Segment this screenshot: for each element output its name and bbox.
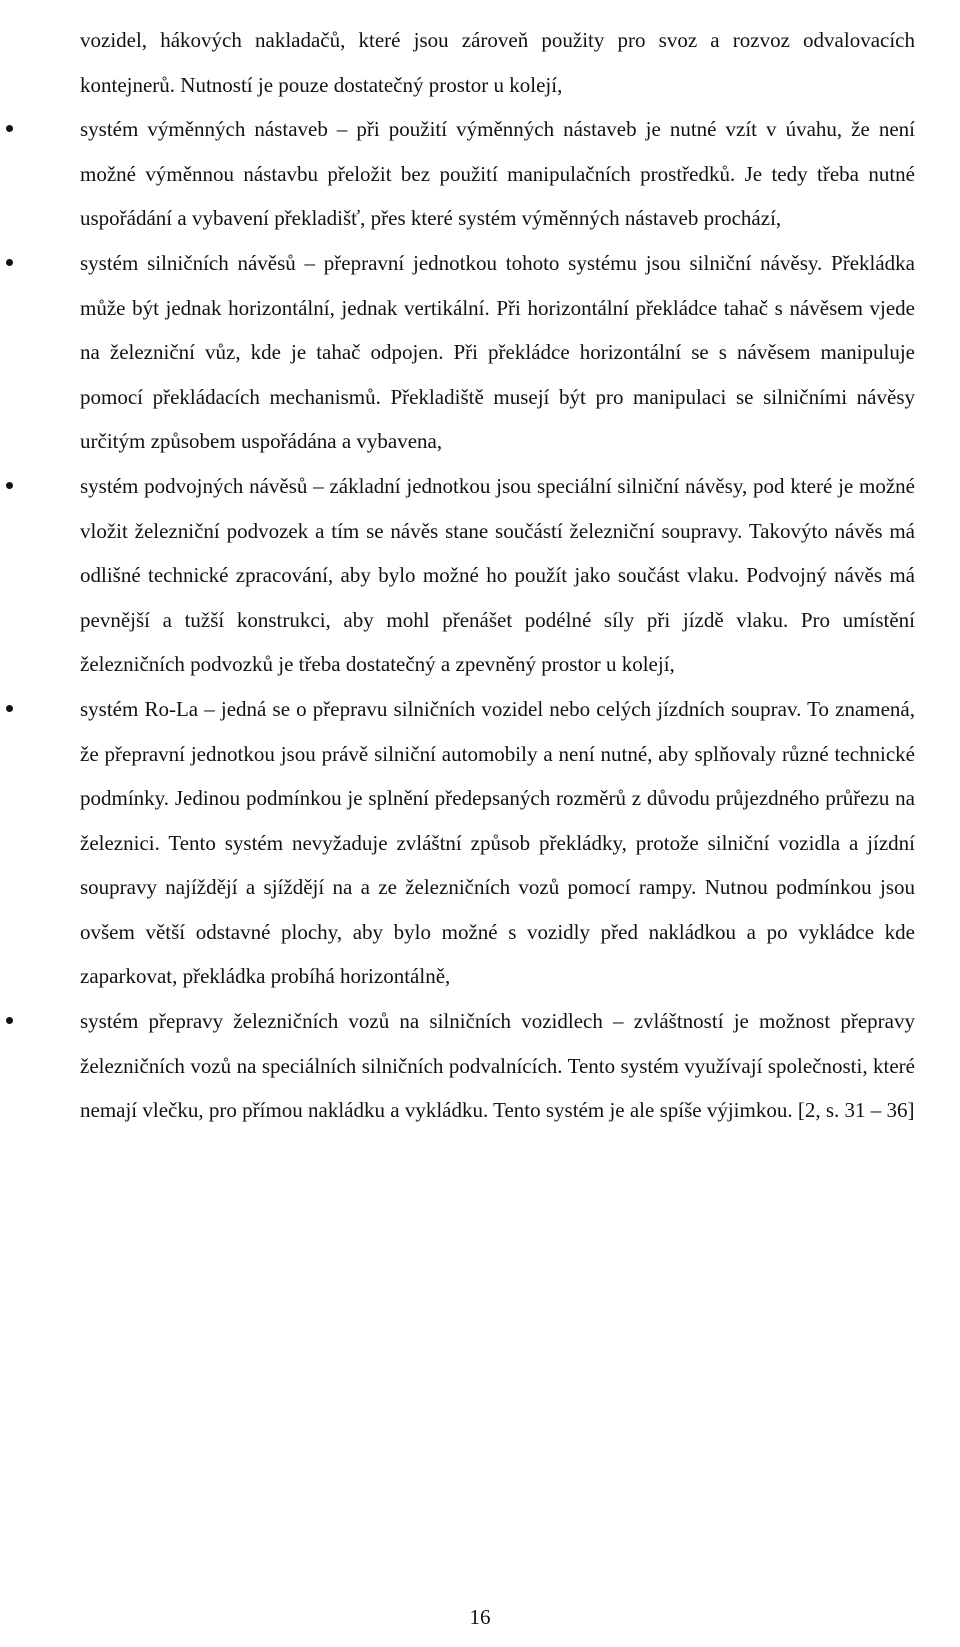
page-body [80,18,915,1133]
bullet-dot-icon [6,125,13,132]
bullet-item-rail-wagons-on-road [80,999,915,1133]
bullet-item-bimodal-semitrailers [80,464,915,687]
bullet-text: systém výměnných nástaveb – při použití výměnných nástaveb je nutné vzít v úvahu, že není možné výměnnou nástavbu přeložit bez použití manipulačních prostředků. Je tedy třeba nutné uspořádání a vybavení překladišť, přes které systém výměnných nástaveb prochází, [80,117,915,231]
page-number: 16 [469,1605,491,1629]
bullet-item-swap-bodies [80,107,915,241]
bullet-text: systém silničních návěsů – přepravní jednotkou tohoto systému jsou silniční návěsy. Překládka může být jednak horizontální, jednak vertikální. Při horizontální překládce tahač s návěsem vjede na železniční vůz, kde je tahač odpojen. Při překládce horizontální se s návěsem manipuluje pomocí překládacích mechanismů. Překladiště musejí být pro manipulaci se silničními návěsy určitým způsobem uspořádána a vybavena, [80,250,915,454]
bullet-item-road-semitrailers [80,241,915,464]
bullet-dot-icon [6,705,13,712]
continuation-paragraph: vozidel, hákových nakladačů, které jsou zároveň použity pro svoz a rozvoz odvalovacích kontejnerů. Nutností je pouze dostatečný prostor u kolejí, [80,28,915,97]
bullet-list [80,107,915,1133]
bullet-text: systém Ro-La – jedná se o přepravu silničních vozidel nebo celých jízdních souprav. To znamená, že přepravní jednotkou jsou právě silniční automobily a není nutné, aby splňovaly různé technické podmínky. Jedinou podmínkou je splnění předepsaných rozměrů z důvodu průjezdného průřezu na železnici. Tento systém nevyžaduje zvláštní způsob překládky, protože silniční vozidla a jízdní soupravy najíždějí a sjíždějí na a ze železničních vozů pomocí rampy. Nutnou podmínkou jsou ovšem větší odstavné plochy, aby bylo možné s vozidly před nakládkou a po vykládce kde zaparkovat, překládka probíhá horizontálně, [80,696,915,989]
bullet-item-ro-la [80,687,915,999]
bullet-dot-icon [6,259,13,266]
bullet-text: systém přepravy železničních vozů na silničních vozidlech – zvláštností je možnost přepravy železničních vozů na speciálních silničních podvalnících. Tento systém využívají společnosti, které nemají vlečku, pro přímou nakládku a vykládku. Tento systém je ale spíše výjimkou. [2, s. 31 – 36] [80,1009,915,1123]
bullet-dot-icon [6,482,13,489]
bullet-text: systém podvojných návěsů – základní jednotkou jsou speciální silniční návěsy, pod které je možné vložit železniční podvozek a tím se návěs stane součástí železniční soupravy. Takovýto návěs má odlišné technické zpracování, aby bylo možné ho použít jako součást vlaku. Podvojný návěs má pevnější a tužší konstrukci, aby mohl přenášet podélné síly při jízdě vlaku. Pro umístění železničních podvozků je třeba dostatečný a zpevněný prostor u kolejí, [80,473,915,677]
bullet-dot-icon [6,1017,13,1024]
